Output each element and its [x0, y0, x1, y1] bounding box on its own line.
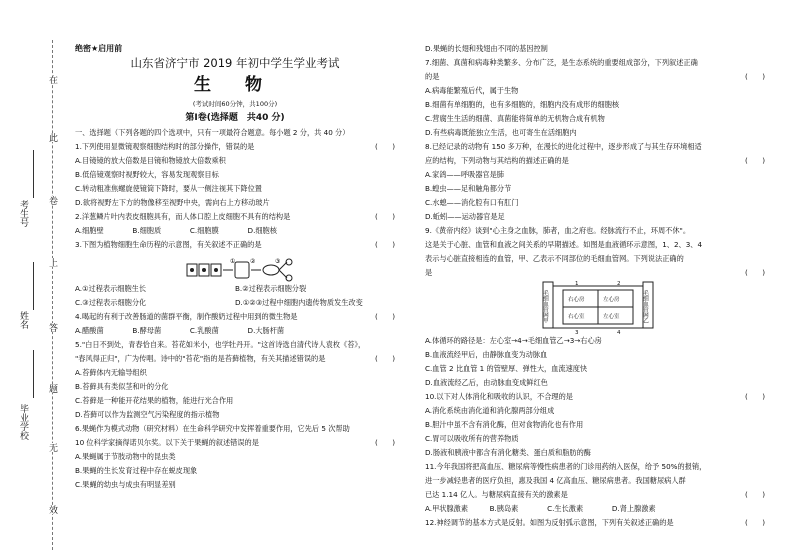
- q5-option-d: D.苔藓可以作为监测空气污染程度的指示植物: [75, 410, 220, 419]
- question-4: 4.喝起的有利于改善肠道的菌群平衡，制作酸奶过程中用到的微生物是 ( ): [75, 312, 395, 321]
- question-11-line1: 11.今年我国将把高血压、糖尿病等慢性病患者的门诊用药纳入医保，给予 50%的报销，: [425, 462, 707, 471]
- question-9-line4: 是 ( ): [425, 268, 765, 277]
- exam-title: 山东省济宁市 2019 年初中学生学业考试: [130, 56, 340, 70]
- figure-label-3: ③: [275, 258, 281, 265]
- question-9-line2: 这是关于心脏、血管和血液之间关系的早期描述。如图是血液循环示意图，1、2、3、4: [425, 240, 703, 249]
- candidate-number-line[interactable]: [33, 150, 34, 198]
- q1-option-a: A.目镜镜的放大倍数是目镜和物镜放大倍数乘积: [75, 156, 226, 165]
- gutter-dashed-line: [52, 40, 53, 550]
- gutter-char: 效: [47, 505, 57, 514]
- question-9-line1: 9.《黄帝内经》谈到"心主身之血脉，肺者，血之府也。经脉流行不止，环周不休"。: [425, 226, 691, 235]
- q6-option-c: C.果蝇的幼虫与成虫有明显差别: [75, 480, 176, 489]
- question-7-line2: 的是 ( ): [425, 72, 765, 81]
- q7-option-a: A.病毒能繁殖后代，属于生物: [425, 86, 519, 95]
- q7-option-d: D.有些病毒既能独立生活，也可寄生在活细胞内: [425, 128, 577, 137]
- vessel-4-label: 4: [617, 330, 621, 334]
- q5-option-b: B.苔藓具有类似茎和叶的分化: [75, 382, 169, 391]
- q9-option-d: D.血液流经乙后，由动脉血变成鲜红色: [425, 378, 548, 387]
- q7-option-b: B.细菌有单细胞的，也有多细胞的，细胞内没有成形的细胞核: [425, 100, 620, 109]
- left-column: [75, 0, 395, 492]
- q8-option-c: C.水螅——消化腔有口有肛门: [425, 198, 519, 207]
- gutter-char: 无: [47, 443, 57, 452]
- exam-note: (考试时间60分钟，共100分): [192, 100, 278, 108]
- school-line[interactable]: [33, 350, 34, 398]
- q6-option-b: B.果蝇的生长发育过程中存在蜕皮现象: [75, 466, 198, 475]
- name-line[interactable]: [33, 262, 34, 310]
- q10-option-d: D.肠液和胰液中都含有消化糖类、蛋白质和脂肪的酶: [425, 448, 591, 457]
- secret-label: 绝密★启用前: [75, 44, 123, 53]
- question-10: 10.以下对人体消化和吸收的认识，不合理的是 ( ): [425, 392, 765, 401]
- question-11-line2: 进一步减轻患者的医疗负担，惠及我国 4 亿高血压、糖尿病患者。我国糖尿病人群: [425, 476, 686, 485]
- q9-option-b: B.血液流经甲后，由静脉血变为动脉血: [425, 350, 548, 359]
- q9-option-a: A.体循环的路径是：左心室→4→毛细血管乙→3→右心房: [425, 336, 602, 345]
- question-2: 2.洋葱鳞片叶内表皮细胞具有，而人体口腔上皮细胞不具有的结构是 ( ): [75, 212, 395, 221]
- question-8-line2: 应的结构，下列动物与其结构的描述正确的是 ( ): [425, 156, 765, 165]
- q9-option-c: C.血管 2 比血管 1 的管壁厚、弹性大，血流速度快: [425, 364, 588, 373]
- left-ventricle-label: 左心室: [603, 314, 620, 320]
- q1-option-b: B.低倍镜观察时视野较大，容易发现观察目标: [75, 170, 219, 179]
- gutter-char: 上: [47, 258, 57, 267]
- q10-option-b: B.胆汁中虽不含有消化酶，但对食物消化也有作用: [425, 420, 584, 429]
- q8-option-b: B.蝗虫——足和触角都分节: [425, 184, 512, 193]
- vessel-3-label: 3: [575, 330, 579, 334]
- q10-option-c: C.胃可以吸收所有的营养物质: [425, 434, 519, 443]
- vessel-1-label: 1: [575, 281, 579, 287]
- answer-gutter: [0, 0, 72, 560]
- capillary-b-label: 毛细血管网乙: [642, 290, 648, 323]
- question-6-line2: 10 位科学家摘得诺贝尔奖。以下关于果蝇的叙述错误的是 ( ): [75, 438, 395, 447]
- question-9-line3: 表示与心脏直接相连的血管，甲、乙表示不同部位的毛细血管网。下列说法正确的: [425, 254, 684, 263]
- candidate-number-label: 考生号: [18, 200, 28, 227]
- question-11-line3: 已达 1.14 亿人。与糖尿病直接有关的激素是 ( ): [425, 490, 765, 499]
- question-1: 1.下列使用显微镜观察细胞结构时的部分操作，错误的是 ( ): [75, 142, 395, 151]
- q4-options: A.醋酸菌 B.酵母菌 C.乳酸菌 D.大肠杆菌: [75, 326, 285, 335]
- gutter-char: 此: [47, 133, 57, 142]
- gutter-char: 卷: [47, 196, 57, 205]
- q2-options: A.细胞壁 B.细胞质 C.细胞膜 D.细胞核: [75, 226, 277, 235]
- q8-option-a: A.家鸽——呼吸器官是肺: [425, 170, 504, 179]
- vessel-2-label: 2: [617, 281, 621, 287]
- q7-option-c: C.营腐生生活的细菌、真菌能将简单的无机物合成有机物: [425, 114, 605, 123]
- q5-option-a: A.苔藓体内无输导组织: [75, 368, 147, 377]
- question-5-line1: 5."白日不到处，青春恰自来。苔花如米小，也学牡丹开。"这首诗选自清代诗人袁枚《苔》，: [75, 340, 366, 349]
- question-6-line1: 6.果蝇作为模式动物（研究材料）在生命科学研究中发挥着重要作用，它先后 5 次帮助: [75, 424, 350, 433]
- capillary-a-label: 毛细血管网甲: [542, 290, 548, 323]
- subject-title: 生 物: [194, 75, 276, 95]
- gutter-char: 在: [47, 75, 57, 84]
- question-7-line1: 7.细菌、真菌和病毒种类繁多、分布广泛，是生态系统的重要组成部分，下列叙述正确: [425, 58, 698, 67]
- part-title: 第Ⅰ卷(选择题 共40 分): [185, 113, 285, 123]
- question-8-line1: 8.已经记录的动物有 150 多万种，在漫长的进化过程中，逐步形成了与其生存环境相适: [425, 142, 702, 151]
- section-instructions: 一、选择题（下列各题的四个选项中，只有一项最符合题意。每小题 2 分，共 40 分）: [75, 128, 350, 137]
- q5-option-c: C.苔藓是一种能开花结果的植物，能进行光合作用: [75, 396, 234, 405]
- q6-option-d: D.果蝇的长翅和残翅由不同的基因控制: [425, 44, 548, 53]
- right-atrium-label: 右心房: [568, 297, 585, 303]
- q1-option-c: C.转动粗准焦螺旋使镜筒下降时，要从一侧注视其下降位置: [75, 184, 262, 193]
- cell-lifecycle-figure: [75, 252, 395, 282]
- figure-label-2: ②: [250, 258, 256, 265]
- left-atrium-label: 左心房: [603, 297, 620, 303]
- gutter-char: 答: [47, 323, 57, 332]
- circulation-diagram: [425, 280, 765, 334]
- figure-label-1: ①: [230, 258, 236, 265]
- question-5-line2: "春风得正归"，广为传唱。诗中的"苔花"指的是苔藓植物，有关其描述错误的是 ( ): [75, 354, 395, 363]
- q10-option-a: A.消化系统由消化道和消化腺两部分组成: [425, 406, 555, 415]
- q8-option-d: D.蚯蚓——运动器官是足: [425, 212, 505, 221]
- question-12: 12.神经调节的基本方式是反射。如图为反射弧示意图，下列有关叙述正确的是 ( ): [425, 518, 765, 527]
- q6-option-a: A.果蝇属于节肢动物中的昆虫类: [75, 452, 176, 461]
- question-3: 3.下图为植物细胞生命历程的示意图，有关叙述不正确的是 ( ): [75, 240, 395, 249]
- name-label: 姓名: [18, 311, 28, 329]
- right-column: [425, 0, 765, 530]
- school-label: 毕业学校: [18, 404, 28, 440]
- q3-options-ab: A.①过程表示细胞生长 B.②过程表示细胞分裂: [75, 284, 307, 293]
- right-ventricle-label: 右心室: [568, 314, 585, 320]
- q1-option-d: D.欲将视野左下方的物像移至视野中央，需向右上方移动玻片: [75, 198, 270, 207]
- gutter-char: 题: [47, 384, 57, 393]
- q3-options-cd: C.③过程表示细胞分化 D.①②③过程中细胞内遗传物质发生改变: [75, 298, 363, 307]
- q11-options: A.甲状腺激素 B.胰岛素 C.生长激素 D.肾上腺激素: [425, 504, 656, 513]
